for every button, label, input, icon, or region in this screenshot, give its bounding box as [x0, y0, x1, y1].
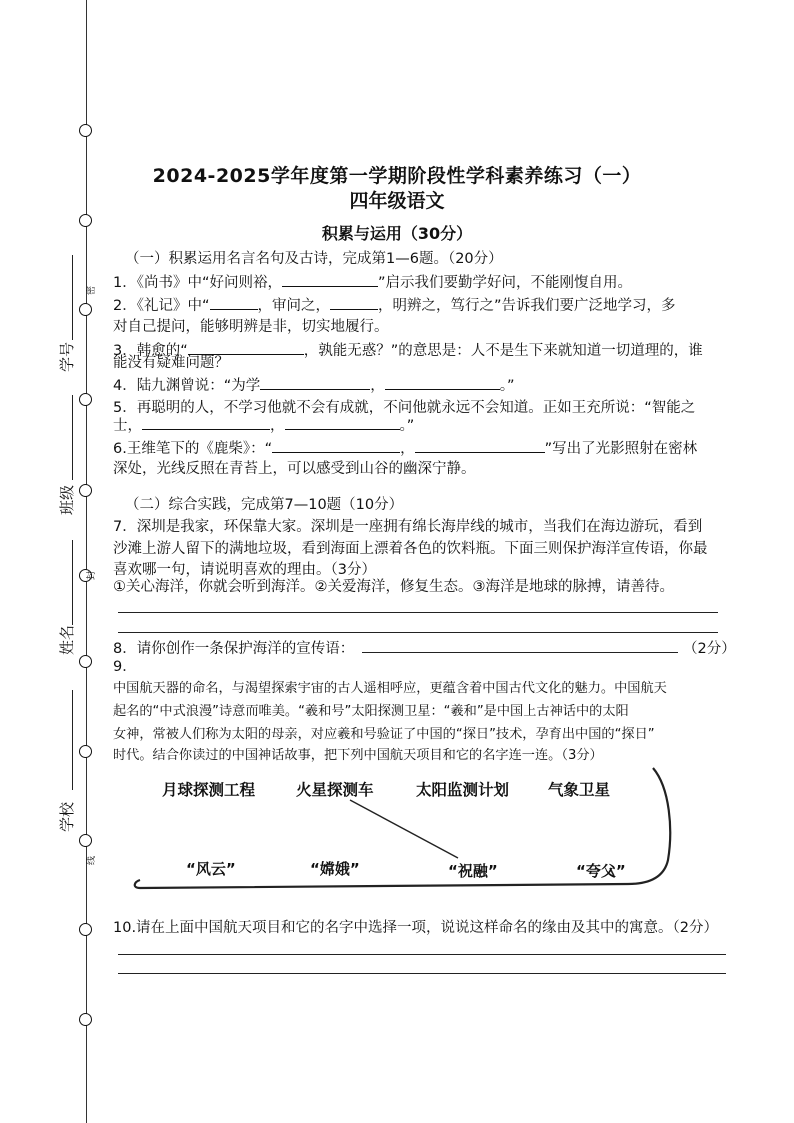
project-weather[interactable]: 气象卫星: [548, 781, 611, 799]
name-zhurong[interactable]: “祝融”: [448, 862, 498, 880]
question-7: 7．深圳是我家，环保靠大家。深圳是一座拥有绵长海岸线的城市，当我们在海边游玩，看到: [113, 519, 703, 535]
seal-mark-bottom: 线: [87, 855, 97, 865]
name-kuafu[interactable]: “夸父”: [576, 862, 626, 880]
binding-hole-icon: [79, 393, 92, 406]
binding-hole-icon: [79, 834, 92, 847]
q6-line-2: 深处，光线反照在青苔上，可以感受到山谷的幽深宁静。: [113, 461, 476, 477]
class-field[interactable]: [72, 395, 73, 480]
q4-text-b: ，: [370, 378, 385, 394]
question-8: 8．请你创作一条保护海洋的宣传语：: [113, 641, 355, 657]
q1-text-b: ”启示我们要勤学好问，不能刚愎自用。: [378, 275, 633, 291]
q10-answer-line-2[interactable]: [118, 973, 726, 974]
q8-answer-line[interactable]: [362, 652, 678, 653]
binding-hole-icon: [79, 655, 92, 668]
q5-blank-2[interactable]: [285, 415, 400, 430]
q3-text-a: 3．韩愈的“: [113, 343, 188, 359]
q9-line-3: 女神，常被人们称为太阳的母亲，对应羲和号验证了中国的“探日”技术，孕育出中国的“探日”: [113, 727, 655, 742]
student-id-field[interactable]: [72, 255, 73, 340]
school-field[interactable]: [72, 690, 73, 790]
q5-blank-1[interactable]: [142, 415, 270, 430]
seal-mark-top: 密: [87, 285, 97, 295]
q5-text-b: ，: [270, 418, 285, 434]
match-line-mars-zhurong: [350, 800, 458, 858]
q8-score: （2分）: [683, 641, 736, 657]
name-field[interactable]: [72, 540, 73, 625]
q7-line-3: 喜欢哪一句，请说明喜欢的理由。（3分）: [113, 562, 376, 578]
q2-text-c: ，明辨之，笃行之”告诉我们要广泛地学习，多: [378, 298, 676, 314]
q6-text-a: 6.王维笔下的《鹿柴》：“: [113, 441, 273, 457]
project-sun[interactable]: 太阳监测计划: [416, 781, 510, 799]
q1-text-a: 1．《尚书》中“好问则裕，: [113, 275, 282, 291]
question-10: 10.请在上面中国航天项目和它的名字中选择一项，说说这样命名的缘由及其中的寓意。（2分）: [113, 920, 719, 936]
q10-answer-line-1[interactable]: [118, 954, 726, 955]
binding-hole-icon: [79, 303, 92, 316]
q4-text-a: 4．陆九渊曾说：“为学: [113, 378, 261, 394]
school-label: 学校: [58, 801, 76, 832]
q3-text-b: ，孰能无惑？”的意思是：人不是生下来就知道一切道理的，谁: [303, 343, 703, 359]
q5-line-2: [113, 415, 414, 436]
q2-blank-2[interactable]: [330, 295, 378, 310]
question-9-number: 9．: [113, 659, 137, 675]
q4-text-c: 。”: [499, 378, 515, 394]
question-1: [113, 272, 632, 293]
binding-hole-icon: [79, 124, 92, 137]
q9-line-2: 起名的“中式浪漫”诗意而唯美。“羲和号”太阳探测卫星：“羲和”是中国上古神话中的太阳: [113, 704, 629, 719]
section-title: 积累与运用（30分）: [321, 224, 473, 243]
binding-hole-icon: [79, 484, 92, 497]
q2-blank-1[interactable]: [210, 295, 258, 310]
q6-text-b: ，: [400, 441, 415, 457]
class-label: 班级: [58, 484, 76, 515]
q6-blank-1[interactable]: [272, 438, 400, 453]
name-label: 姓名: [58, 624, 76, 655]
q7-answer-line-1[interactable]: [118, 612, 718, 613]
q4-blank-2[interactable]: [385, 375, 500, 390]
q5-text-c: 。”: [399, 418, 415, 434]
part2-heading: （二）综合实践，完成第7—10题（10分）: [125, 497, 404, 513]
student-id-label: 学号: [58, 341, 76, 372]
q7-line-2: 沙滩上游人留下的满地垃圾，看到海面上漂着各色的饮料瓶。下面三则保护海洋宣传语，你最: [113, 541, 708, 557]
question-2: [113, 295, 676, 316]
q3-line-2: 能没有疑难问题？: [113, 355, 229, 371]
question-6: [113, 438, 697, 459]
seal-mark-mid: 封: [87, 570, 97, 580]
q7-answer-line-2[interactable]: [118, 632, 718, 633]
q4-blank-1[interactable]: [260, 375, 370, 390]
project-mars[interactable]: 火星探测车: [296, 781, 374, 799]
name-change[interactable]: “嫦娥”: [310, 860, 360, 878]
name-fengyun[interactable]: “风云”: [186, 860, 236, 878]
q9-line-4: 时代。结合你读过的中国神话故事，把下列中国航天项目和它的名字连一连。（3分）: [113, 748, 603, 763]
q6-text-c: ”写出了光影照射在密林: [544, 441, 698, 457]
question-5: 5．再聪明的人，不学习他就不会有成就，不问他就永远不会知道。正如王充所说：“智能之: [113, 400, 696, 416]
q5-text-a: 士，: [113, 418, 142, 434]
q7-options: ①关心海洋，你就会听到海洋。②关爱海洋，修复生态。③海洋是地球的脉搏，请善待。: [113, 579, 674, 595]
part1-heading: （一）积累运用名言名句及古诗，完成第1—6题。（20分）: [125, 251, 503, 267]
q9-line-1: 中国航天器的命名，与渴望探索宇宙的古人遥相呼应，更蕴含着中国古代文化的魅力。中国航天: [113, 681, 667, 696]
q2-text-a: 2．《礼记》中“: [113, 298, 210, 314]
binding-hole-icon: [79, 923, 92, 936]
binding-hole-icon: [79, 1013, 92, 1026]
project-moon[interactable]: 月球探测工程: [162, 781, 256, 799]
question-4: [113, 375, 515, 396]
binding-hole-icon: [79, 745, 92, 758]
q2-text-b: ，审问之，: [257, 298, 330, 314]
q2-line-2: 对自己提问，能够明辨是非，切实地履行。: [113, 319, 389, 335]
q1-blank[interactable]: [282, 272, 378, 287]
q6-blank-2[interactable]: [415, 438, 545, 453]
exam-subtitle: 四年级语文: [349, 190, 445, 212]
exam-title: 2024-2025学年度第一学期阶段性学科素养练习（一）: [152, 165, 642, 187]
